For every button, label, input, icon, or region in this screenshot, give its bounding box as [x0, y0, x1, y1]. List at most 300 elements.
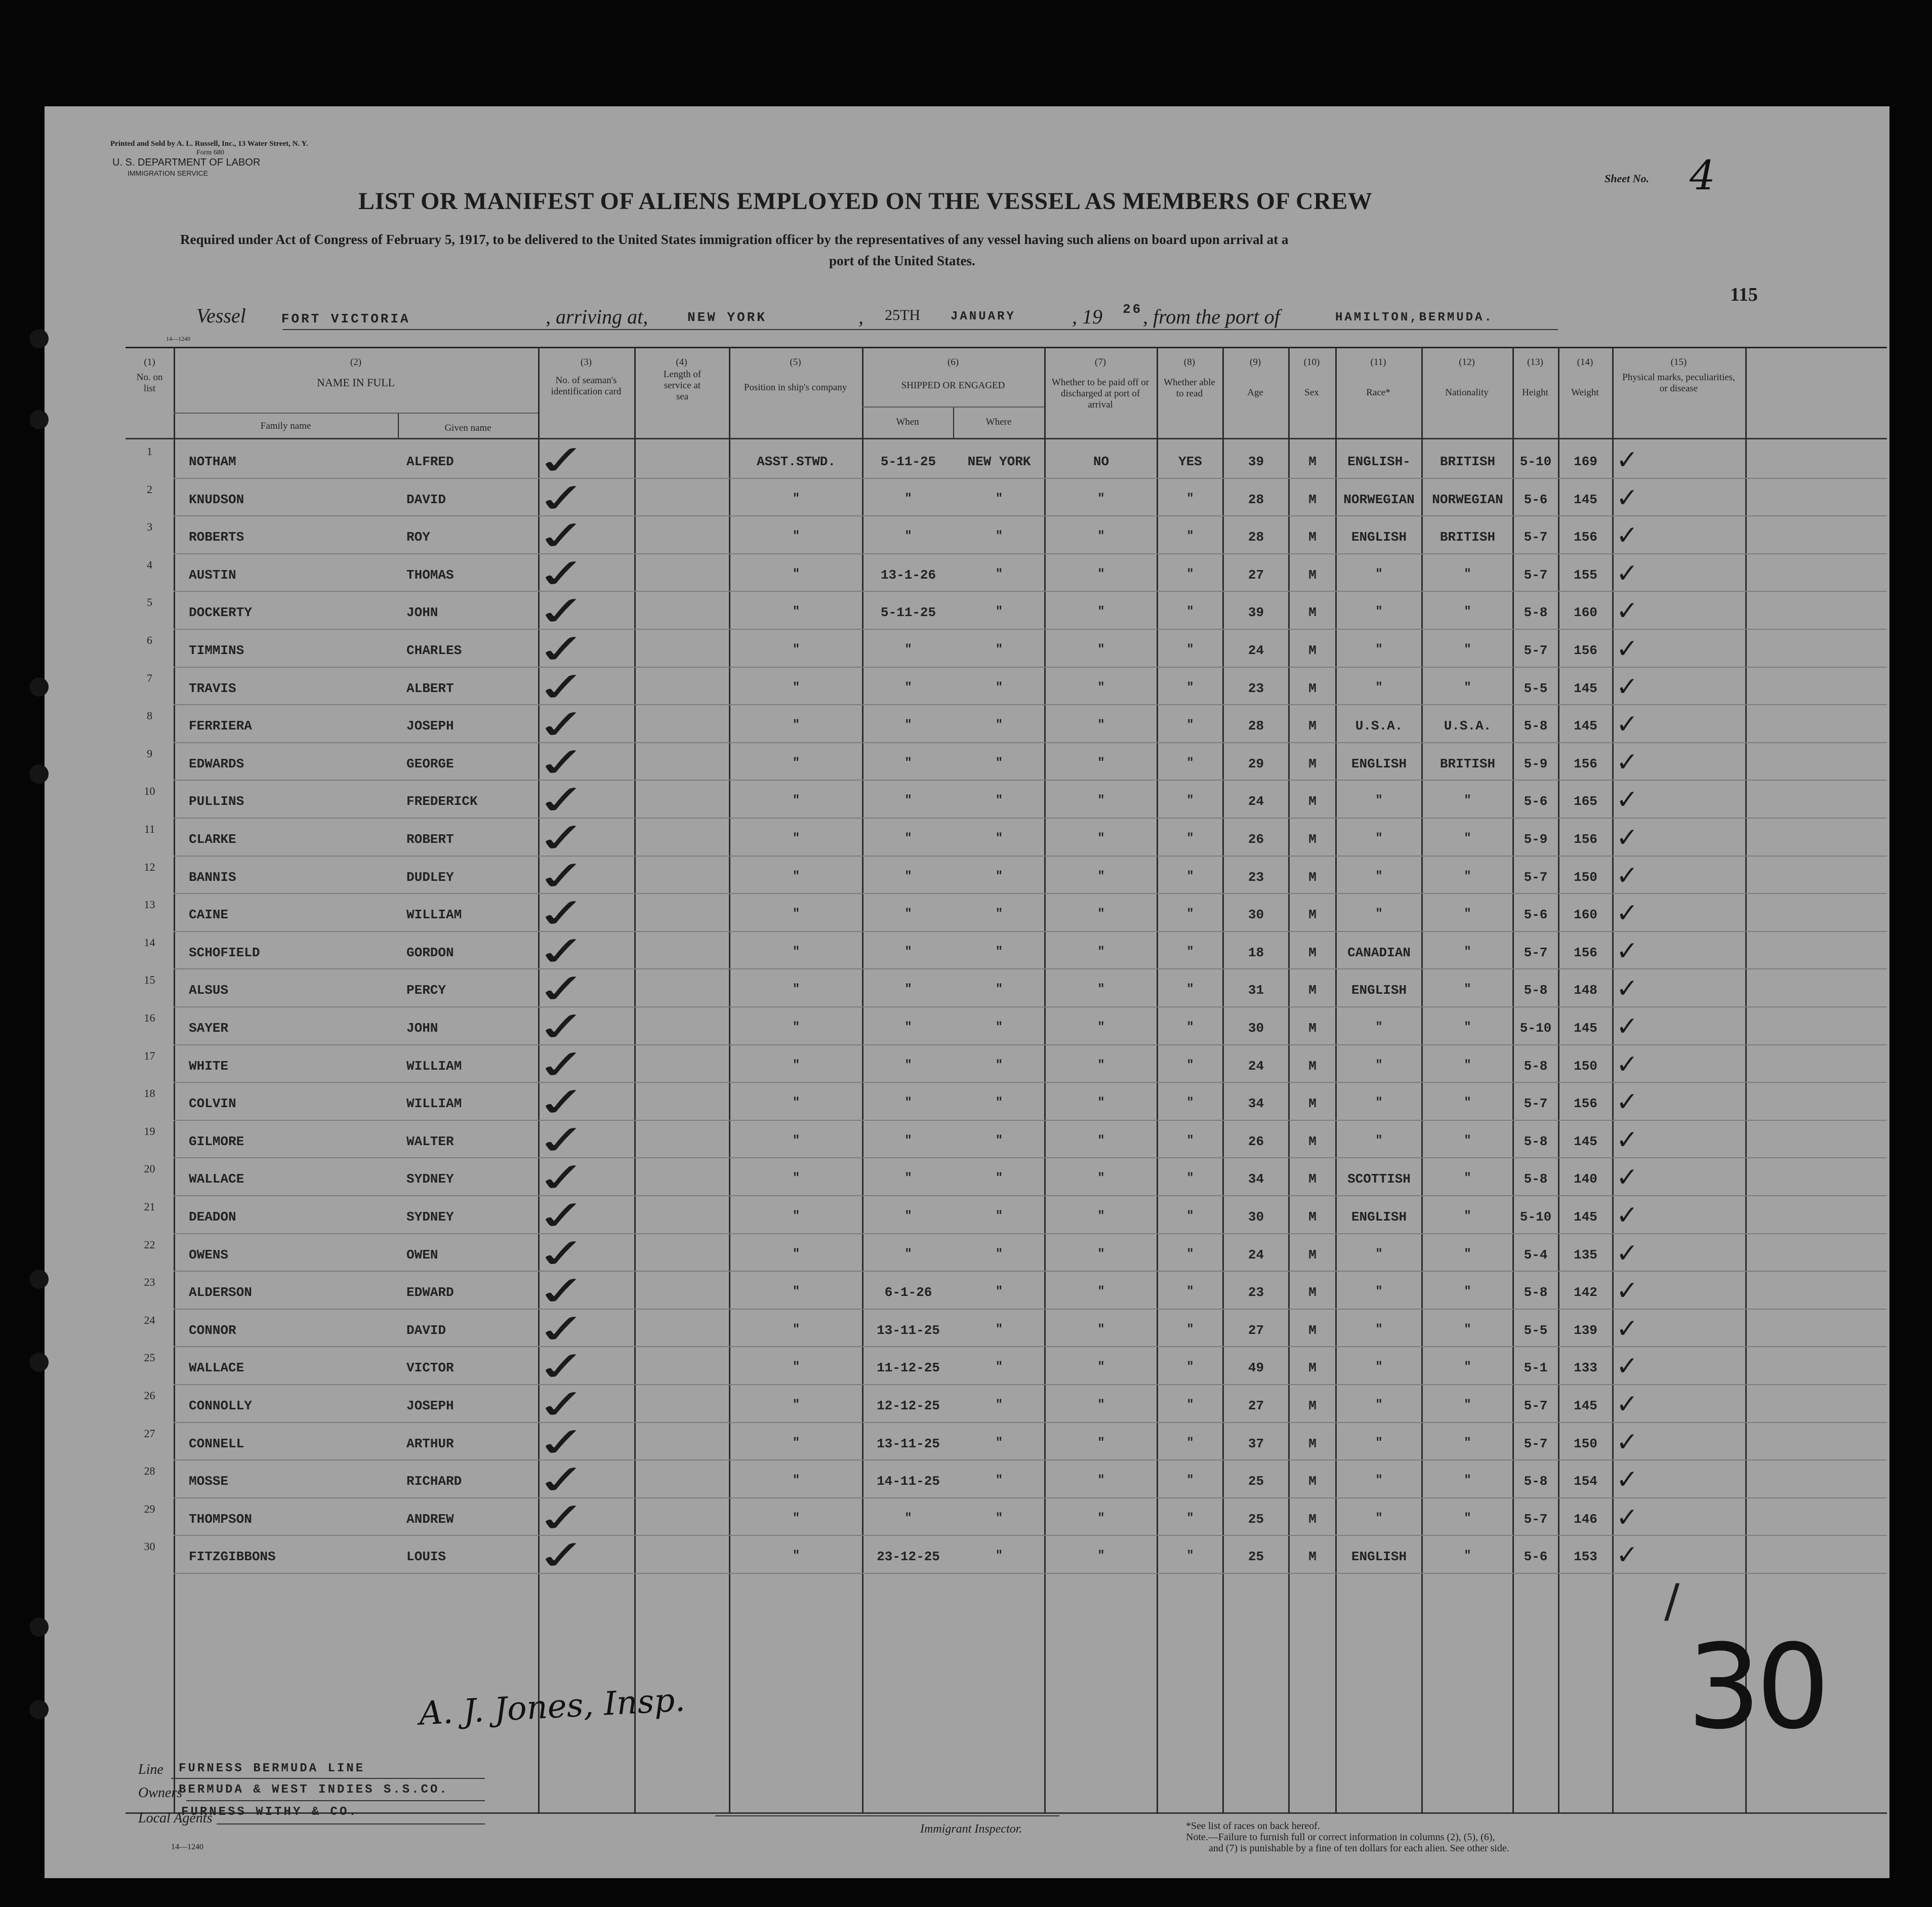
weight: 156: [1574, 643, 1597, 658]
row-number: 16: [144, 1011, 155, 1024]
position: ": [792, 1096, 800, 1110]
paid-off: ": [1097, 945, 1105, 959]
age: 24: [1248, 1058, 1264, 1074]
given-name: JOHN: [406, 605, 438, 621]
height: 5-7: [1524, 945, 1548, 960]
col8-header: Whether able to read: [1164, 377, 1215, 399]
nationality: ": [1464, 945, 1471, 959]
given-name: CHARLES: [406, 643, 462, 658]
seaman-card-check-icon: ✓: [532, 474, 593, 523]
race: ": [1375, 1285, 1383, 1299]
height: 5-8: [1524, 1133, 1548, 1149]
weight: 142: [1574, 1285, 1597, 1301]
seaman-card-check-icon: ✓: [532, 1380, 593, 1430]
shipped-when: ": [905, 1021, 912, 1034]
shipped-when: ": [905, 1096, 912, 1110]
col6-header: SHIPPED OR ENGAGED: [901, 380, 1005, 391]
shipped-when: 5-11-25: [880, 454, 936, 469]
nationality: ": [1464, 1133, 1471, 1148]
physical-marks-check-icon: ✓: [1616, 634, 1638, 664]
family-name: WALLACE: [189, 1171, 244, 1187]
row-number: 20: [144, 1162, 155, 1175]
family-name: EDWARDS: [189, 756, 244, 772]
from-label: , from the port of: [1143, 305, 1280, 328]
arriving-port: NEW YORK: [687, 310, 767, 325]
age: 39: [1248, 605, 1264, 621]
family-name: WALLACE: [189, 1360, 244, 1376]
col-divider: [1558, 347, 1559, 1814]
shipped-where: ": [995, 718, 1003, 733]
given-name: DAVID: [406, 1322, 446, 1338]
row-number: 24: [144, 1313, 155, 1326]
shipped-where: ": [995, 1511, 1003, 1525]
position: ": [792, 1360, 800, 1374]
position: ": [792, 567, 800, 581]
physical-marks-check-icon: ✓: [1616, 1011, 1638, 1042]
race: ": [1375, 1058, 1383, 1072]
position: ": [792, 1398, 800, 1412]
position: ASST.STWD.: [756, 454, 836, 469]
given-name: ALBERT: [406, 680, 454, 696]
col-divider: [1157, 347, 1158, 1814]
seaman-card-check-icon: ✓: [532, 663, 593, 712]
row-number: 14: [144, 936, 155, 949]
race: SCOTTISH: [1347, 1171, 1411, 1187]
paid-off: ": [1097, 1322, 1105, 1336]
sex: M: [1308, 983, 1317, 998]
physical-marks-check-icon: ✓: [1616, 1200, 1638, 1231]
race: ENGLISH-: [1347, 454, 1411, 469]
col-divider: [634, 347, 636, 1814]
weight: 169: [1574, 454, 1597, 469]
col2a-header: Family name: [260, 421, 311, 431]
shipped-when: ": [905, 530, 912, 544]
manifest-table: [126, 347, 1887, 1814]
shipped-where: ": [995, 680, 1003, 695]
seaman-card-check-icon: ✓: [532, 1116, 593, 1165]
shipped-when: ": [905, 832, 912, 845]
owners-underline: [186, 1800, 485, 1801]
row-rule: [174, 515, 1887, 516]
col-divider: [1288, 347, 1290, 1814]
nationality: ": [1464, 832, 1471, 845]
paid-off: ": [1097, 1398, 1105, 1412]
row-number: 13: [144, 898, 155, 911]
age: 27: [1248, 1322, 1264, 1338]
shipped-when: ": [905, 1058, 912, 1072]
paid-off: ": [1097, 718, 1105, 733]
sex: M: [1308, 1398, 1317, 1413]
age: 30: [1248, 1021, 1264, 1036]
race: ": [1375, 1247, 1383, 1261]
row-number: 1: [147, 445, 152, 458]
family-name: COLVIN: [189, 1096, 236, 1112]
row-rule: [174, 780, 1887, 781]
given-name: ANDREW: [406, 1511, 454, 1527]
seaman-card-check-icon: ✓: [532, 1002, 593, 1052]
seaman-card-check-icon: ✓: [532, 927, 593, 976]
sex: M: [1308, 718, 1317, 734]
family-name: CONNELL: [189, 1436, 244, 1451]
seaman-card-check-icon: ✓: [532, 1154, 593, 1203]
seaman-card-check-icon: ✓: [532, 738, 593, 787]
col9-header: Age: [1247, 387, 1263, 398]
shipped-where: ": [995, 945, 1003, 959]
punch-hole: [29, 1270, 49, 1289]
given-name: FREDERICK: [406, 794, 478, 809]
nationality: ": [1464, 869, 1471, 883]
row-rule: [174, 1535, 1887, 1536]
seaman-card-check-icon: ✓: [532, 1343, 593, 1392]
row-number: 10: [144, 785, 155, 798]
shipped-when: ": [905, 718, 912, 733]
physical-marks-check-icon: ✓: [1616, 558, 1638, 589]
col7-header: Whether to be paid off or discharged at port of arrival: [1051, 377, 1149, 410]
nationality: ": [1464, 567, 1471, 581]
punch-hole: [29, 764, 49, 784]
physical-marks-check-icon: ✓: [1616, 1049, 1638, 1080]
family-name: OWENS: [189, 1247, 229, 1263]
position: ": [792, 492, 800, 506]
physical-marks-check-icon: ✓: [1616, 1087, 1638, 1118]
position: ": [792, 1171, 800, 1186]
race: ": [1375, 1360, 1383, 1374]
age: 23: [1248, 1285, 1264, 1301]
able-to-read: ": [1186, 1360, 1194, 1374]
able-to-read: ": [1186, 907, 1194, 921]
able-to-read: ": [1186, 1285, 1194, 1299]
printer-line: Printed and Sold by A. L. Russell, Inc., 13 Water Street, N. Y.: [110, 140, 308, 148]
height: 5-8: [1524, 983, 1548, 998]
able-to-read: ": [1186, 869, 1194, 883]
col-divider: [1044, 347, 1046, 1814]
height: 5-4: [1524, 1247, 1548, 1263]
nationality: ": [1464, 1360, 1471, 1374]
able-to-read: ": [1186, 643, 1194, 657]
shipped-where: ": [995, 1133, 1003, 1148]
shipped-where: ": [995, 1209, 1003, 1223]
footnote-penalty-2: and (7) is punishable by a fine of ten dollars for each alien. See other side.: [1209, 1843, 1509, 1854]
seaman-card-check-icon: ✓: [532, 549, 593, 598]
weight: 148: [1574, 983, 1597, 998]
seaman-card-check-icon: ✓: [532, 1305, 593, 1354]
sheet-no-value: 4: [1690, 152, 1715, 199]
row-rule: [174, 1346, 1887, 1347]
weight: 156: [1574, 832, 1597, 847]
nationality: ": [1464, 1436, 1471, 1450]
given-name: THOMAS: [406, 567, 454, 583]
physical-marks-check-icon: ✓: [1616, 445, 1638, 475]
race: ": [1375, 643, 1383, 657]
paid-off: ": [1097, 869, 1105, 883]
age: 25: [1248, 1549, 1264, 1565]
height: 5-7: [1524, 643, 1548, 658]
sex: M: [1308, 869, 1317, 885]
seaman-card-check-icon: ✓: [532, 1418, 593, 1467]
age: 24: [1248, 1247, 1264, 1263]
paid-off: ": [1097, 530, 1105, 544]
sex: M: [1308, 530, 1317, 545]
position: ": [792, 1511, 800, 1525]
given-name: WILLIAM: [406, 1058, 462, 1074]
row-number: 2: [147, 482, 152, 496]
nationality: ": [1464, 1511, 1471, 1525]
sex: M: [1308, 1171, 1317, 1187]
race: ": [1375, 567, 1383, 581]
height: 5-7: [1524, 530, 1548, 545]
col12-header: Nationality: [1445, 387, 1489, 398]
position: ": [792, 1021, 800, 1034]
row-rule: [174, 1006, 1887, 1007]
vessel-line: [196, 304, 410, 328]
seaman-card-check-icon: ✓: [532, 1456, 593, 1505]
given-name: WILLIAM: [406, 907, 462, 923]
shipped-where: ": [995, 1247, 1003, 1261]
given-name: GEORGE: [406, 756, 454, 772]
paid-off: ": [1097, 1285, 1105, 1299]
col-divider: [1222, 347, 1224, 1814]
given-name: DAVID: [406, 492, 446, 507]
physical-marks-check-icon: ✓: [1616, 520, 1638, 551]
arriving-label: , arriving at,: [546, 305, 648, 328]
weight: 146: [1574, 1511, 1597, 1527]
race: ": [1375, 605, 1383, 619]
sex: M: [1308, 1436, 1317, 1451]
able-to-read: ": [1186, 718, 1194, 733]
shipped-where: ": [995, 605, 1003, 619]
handwritten-total: 30: [1687, 1620, 1825, 1755]
position: ": [792, 1436, 800, 1450]
seaman-card-check-icon: ✓: [532, 1267, 593, 1316]
col-divider: [1335, 347, 1337, 1814]
nationality: ": [1464, 1058, 1471, 1072]
arrival-month: JANUARY: [951, 310, 1016, 323]
height: 5-8: [1524, 1285, 1548, 1301]
shipped-where: ": [995, 1058, 1003, 1072]
age: 18: [1248, 945, 1264, 960]
age: 26: [1248, 832, 1264, 847]
weight: 160: [1574, 907, 1597, 923]
family-name: CLARKE: [189, 832, 236, 847]
shipped-when: ": [905, 907, 912, 921]
row-number: 29: [144, 1502, 155, 1515]
shipped-when: 13-11-25: [877, 1322, 940, 1338]
family-name: FITZGIBBONS: [189, 1549, 276, 1565]
shipped-when: 14-11-25: [877, 1474, 940, 1489]
paid-off: ": [1097, 794, 1105, 808]
col15-number: (15): [1670, 357, 1687, 368]
vessel-label: Vessel: [196, 304, 246, 327]
able-to-read: ": [1186, 945, 1194, 959]
family-name: CONNOR: [189, 1322, 236, 1338]
position: ": [792, 1549, 800, 1563]
height: 5-7: [1524, 869, 1548, 885]
height: 5-6: [1524, 492, 1548, 507]
weight: 145: [1574, 492, 1597, 507]
vessel-underline: [282, 329, 1558, 330]
paid-off: ": [1097, 643, 1105, 657]
height: 5-8: [1524, 1474, 1548, 1489]
col-divider: [1421, 347, 1423, 1814]
row-number: 12: [144, 860, 155, 873]
age: 28: [1248, 530, 1264, 545]
shipped-when: ": [905, 945, 912, 959]
shipped-where: ": [995, 1096, 1003, 1110]
nationality: ": [1464, 605, 1471, 619]
able-to-read: ": [1186, 680, 1194, 695]
family-name: NOTHAM: [189, 454, 236, 469]
paid-off: ": [1097, 1096, 1105, 1110]
age: 25: [1248, 1511, 1264, 1527]
nationality: ": [1464, 1171, 1471, 1186]
col13-number: (13): [1527, 357, 1543, 368]
sex: M: [1308, 1096, 1317, 1112]
weight: 145: [1574, 718, 1597, 734]
height: 5-8: [1524, 605, 1548, 621]
family-name: WHITE: [189, 1058, 229, 1074]
weight: 145: [1574, 1133, 1597, 1149]
age: 24: [1248, 794, 1264, 809]
height: 5-6: [1524, 794, 1548, 809]
table-top-border: [126, 347, 1887, 348]
row-rule: [174, 1573, 1887, 1574]
height: 5-6: [1524, 1549, 1548, 1565]
position: ": [792, 1209, 800, 1223]
col2-number: (2): [350, 357, 362, 368]
seaman-card-check-icon: ✓: [532, 701, 593, 750]
age: 23: [1248, 680, 1264, 696]
sex: M: [1308, 1474, 1317, 1489]
position: ": [792, 1133, 800, 1148]
paid-off: ": [1097, 605, 1105, 619]
sex: M: [1308, 1511, 1317, 1527]
physical-marks-check-icon: ✓: [1616, 823, 1638, 853]
nationality: ": [1464, 1322, 1471, 1336]
height: 5-10: [1519, 454, 1552, 469]
weight: 145: [1574, 1398, 1597, 1413]
height: 5-9: [1524, 832, 1548, 847]
family-name: TIMMINS: [189, 643, 244, 658]
row-number: 3: [147, 520, 152, 534]
sex: M: [1308, 794, 1317, 809]
inspector-line: [715, 1815, 1059, 1816]
name-subheader-line: [174, 413, 538, 414]
sex: M: [1308, 756, 1317, 772]
weight: 145: [1574, 1021, 1597, 1036]
able-to-read: ": [1186, 756, 1194, 770]
physical-marks-check-icon: ✓: [1616, 747, 1638, 778]
race: ": [1375, 1398, 1383, 1412]
family-name: MOSSE: [189, 1474, 229, 1489]
nationality: U.S.A.: [1444, 718, 1492, 734]
row-rule: [174, 1195, 1887, 1196]
seaman-card-check-icon: ✓: [532, 851, 593, 901]
seaman-card-check-icon: ✓: [532, 625, 593, 674]
given-name: RICHARD: [406, 1474, 462, 1489]
physical-marks-check-icon: ✓: [1616, 1389, 1638, 1419]
able-to-read: ": [1186, 1511, 1194, 1525]
race: NORWEGIAN: [1343, 492, 1415, 507]
footer-form-code: 14—1240: [171, 1843, 203, 1851]
vessel-name: FORT VICTORIA: [281, 311, 410, 327]
footnote-races: *See list of races on back hereof.: [1186, 1820, 1320, 1832]
physical-marks-check-icon: ✓: [1616, 785, 1638, 816]
shipped-when: ": [905, 1511, 912, 1525]
table-bottom-border: [126, 1812, 1887, 1814]
comma-sep: ,: [858, 305, 864, 328]
age: 39: [1248, 454, 1264, 469]
race: ": [1375, 1133, 1383, 1148]
col12-number: (12): [1459, 357, 1475, 368]
col11-number: (11): [1370, 357, 1386, 368]
position: ": [792, 794, 800, 808]
able-to-read: ": [1186, 1247, 1194, 1261]
race: CANADIAN: [1347, 945, 1411, 960]
family-name: BANNIS: [189, 869, 236, 885]
able-to-read: ": [1186, 492, 1194, 506]
row-rule: [174, 856, 1887, 857]
physical-marks-check-icon: ✓: [1616, 973, 1638, 1004]
race: ENGLISH: [1351, 1209, 1407, 1225]
age: 27: [1248, 567, 1264, 583]
row-rule: [174, 968, 1887, 969]
col8-number: (8): [1183, 357, 1196, 368]
shipped-where: ": [995, 983, 1003, 997]
family-name: TRAVIS: [189, 680, 236, 696]
seaman-card-check-icon: ✓: [532, 1493, 593, 1543]
family-name: SAYER: [189, 1021, 229, 1036]
row-rule: [174, 591, 1887, 592]
nationality: ": [1464, 1549, 1471, 1563]
family-name: ROBERTS: [189, 530, 244, 545]
shipped-when: ": [905, 1171, 912, 1186]
able-to-read: YES: [1178, 454, 1202, 469]
able-to-read: ": [1186, 1549, 1194, 1563]
age: 37: [1248, 1436, 1264, 1451]
seaman-card-check-icon: ✓: [532, 889, 593, 939]
row-number: 23: [144, 1276, 155, 1289]
row-number: 4: [147, 558, 152, 571]
able-to-read: ": [1186, 1171, 1194, 1186]
punch-hole: [29, 677, 49, 697]
race: ": [1375, 869, 1383, 883]
seaman-card-check-icon: ✓: [532, 776, 593, 825]
position: ": [792, 1474, 800, 1488]
height: 5-8: [1524, 1058, 1548, 1074]
from-port: HAMILTON,BERMUDA.: [1335, 311, 1494, 324]
shipped-when: ": [905, 756, 912, 770]
sex: M: [1308, 1322, 1317, 1338]
shipped-when: 23-12-25: [877, 1549, 940, 1565]
age: 34: [1248, 1171, 1264, 1187]
position: ": [792, 756, 800, 770]
owners-label: Owners: [138, 1785, 183, 1801]
able-to-read: ": [1186, 1133, 1194, 1148]
shipped-when: ": [905, 983, 912, 997]
weight: 156: [1574, 756, 1597, 772]
weight: 135: [1574, 1247, 1597, 1263]
row-rule: [174, 1422, 1887, 1423]
age: 23: [1248, 869, 1264, 885]
service: IMMIGRATION SERVICE: [128, 169, 208, 177]
height: 5-7: [1524, 1511, 1548, 1527]
able-to-read: ": [1186, 832, 1194, 845]
age: 27: [1248, 1398, 1264, 1413]
physical-marks-check-icon: ✓: [1616, 1465, 1638, 1495]
weight: 156: [1574, 945, 1597, 960]
row-number: 26: [144, 1389, 155, 1402]
physical-marks-check-icon: ✓: [1616, 1502, 1638, 1533]
